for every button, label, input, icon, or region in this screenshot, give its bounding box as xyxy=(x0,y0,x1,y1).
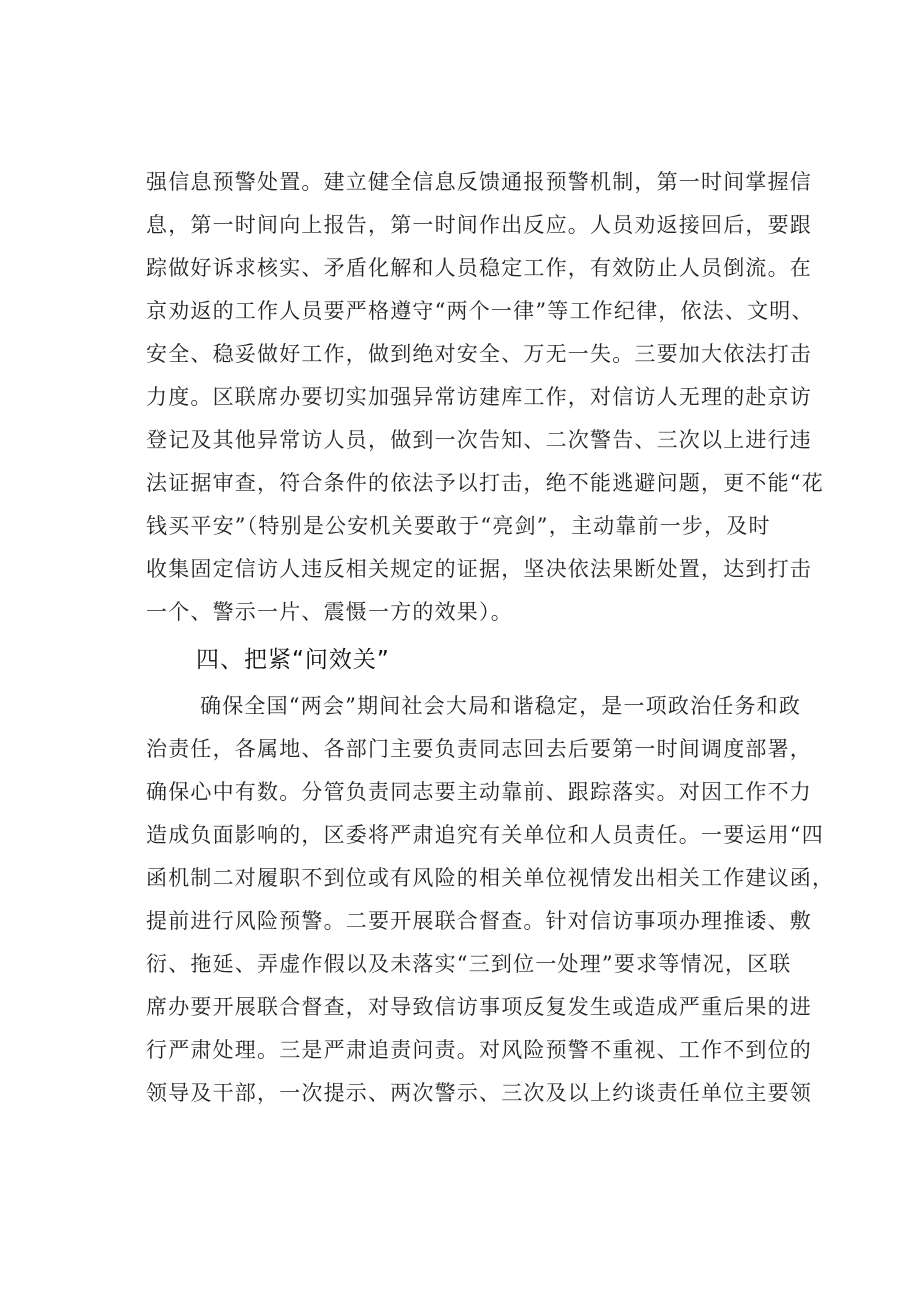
paragraph-line: 造成负面影响的，区委将严肃追究有关单位和人员责任。一要运用“四 xyxy=(146,823,824,847)
paragraph-line: 登记及其他异常访人员，做到一次告知、二次警告、三次以上进行违 xyxy=(146,428,812,452)
paragraph-line: 息，第一时间向上报告，第一时间作出反应。人员劝返接回后，要跟 xyxy=(146,213,812,237)
paragraph-line: 席办要开展联合督查，对导致信访事项反复发生或造成严重后果的进 xyxy=(146,995,812,1019)
paragraph-line: 提前进行风险预警。二要开展联合督查。针对信访事项办理推诿、敷 xyxy=(146,909,812,933)
paragraph-line: 力度。区联席办要切实加强异常访建库工作，对信访人无理的赴京访 xyxy=(146,385,812,409)
paragraph-line: 安全、稳妥做好工作，做到绝对安全、万无一失。三要加大依法打击 xyxy=(146,342,812,366)
paragraph-line: 强信息预警处置。建立健全信息反馈通报预警机制，第一时间掌握信 xyxy=(146,170,812,194)
paragraph-line: 一个、警示一片、震慑一方的效果）。 xyxy=(146,600,513,624)
paragraph-line: 函机制二对履职不到位或有风险的相关单位视情发出相关工作建议函， xyxy=(146,866,835,890)
paragraph-line: 踪做好诉求核实、矛盾化解和人员稳定工作，有效防止人员倒流。在 xyxy=(146,256,812,280)
paragraph-line: 收集固定信访人违反相关规定的证据，坚决依法果断处置，达到打击 xyxy=(146,557,812,581)
paragraph-line: 衍、拖延、弄虚作假以及未落实“三到位一处理”要求等情况，区联 xyxy=(146,952,792,976)
paragraph-line: 京劝返的工作人员要严格遵守“两个一律”等工作纪律，依法、文明、 xyxy=(146,299,814,323)
paragraph-line: 行严肃处理。三是严肃追责问责。对风险预警不重视、工作不到位的 xyxy=(146,1038,812,1062)
paragraph-line: 钱买平安”（特别是公安机关要敢于“亮剑”，主动靠前一步，及时 xyxy=(146,514,771,538)
paragraph-line: 法证据审查，符合条件的依法予以打击，绝不能逃避问题，更不能“花 xyxy=(146,471,824,495)
paragraph-line: 确保心中有数。分管负责同志要主动靠前、跟踪落实。对因工作不力 xyxy=(146,780,812,804)
paragraph-line: 领导及干部，一次提示、两次警示、三次及以上约谈责任单位主要领 xyxy=(146,1081,812,1105)
paragraph-line: 治责任，各属地、各部门主要负责同志回去后要第一时间调度部署， xyxy=(146,737,812,761)
section-heading: 四、把紧“问效关” xyxy=(196,647,390,673)
paragraph-first-line: 确保全国“两会”期间社会大局和谐稳定，是一项政治任务和政 xyxy=(200,694,802,718)
